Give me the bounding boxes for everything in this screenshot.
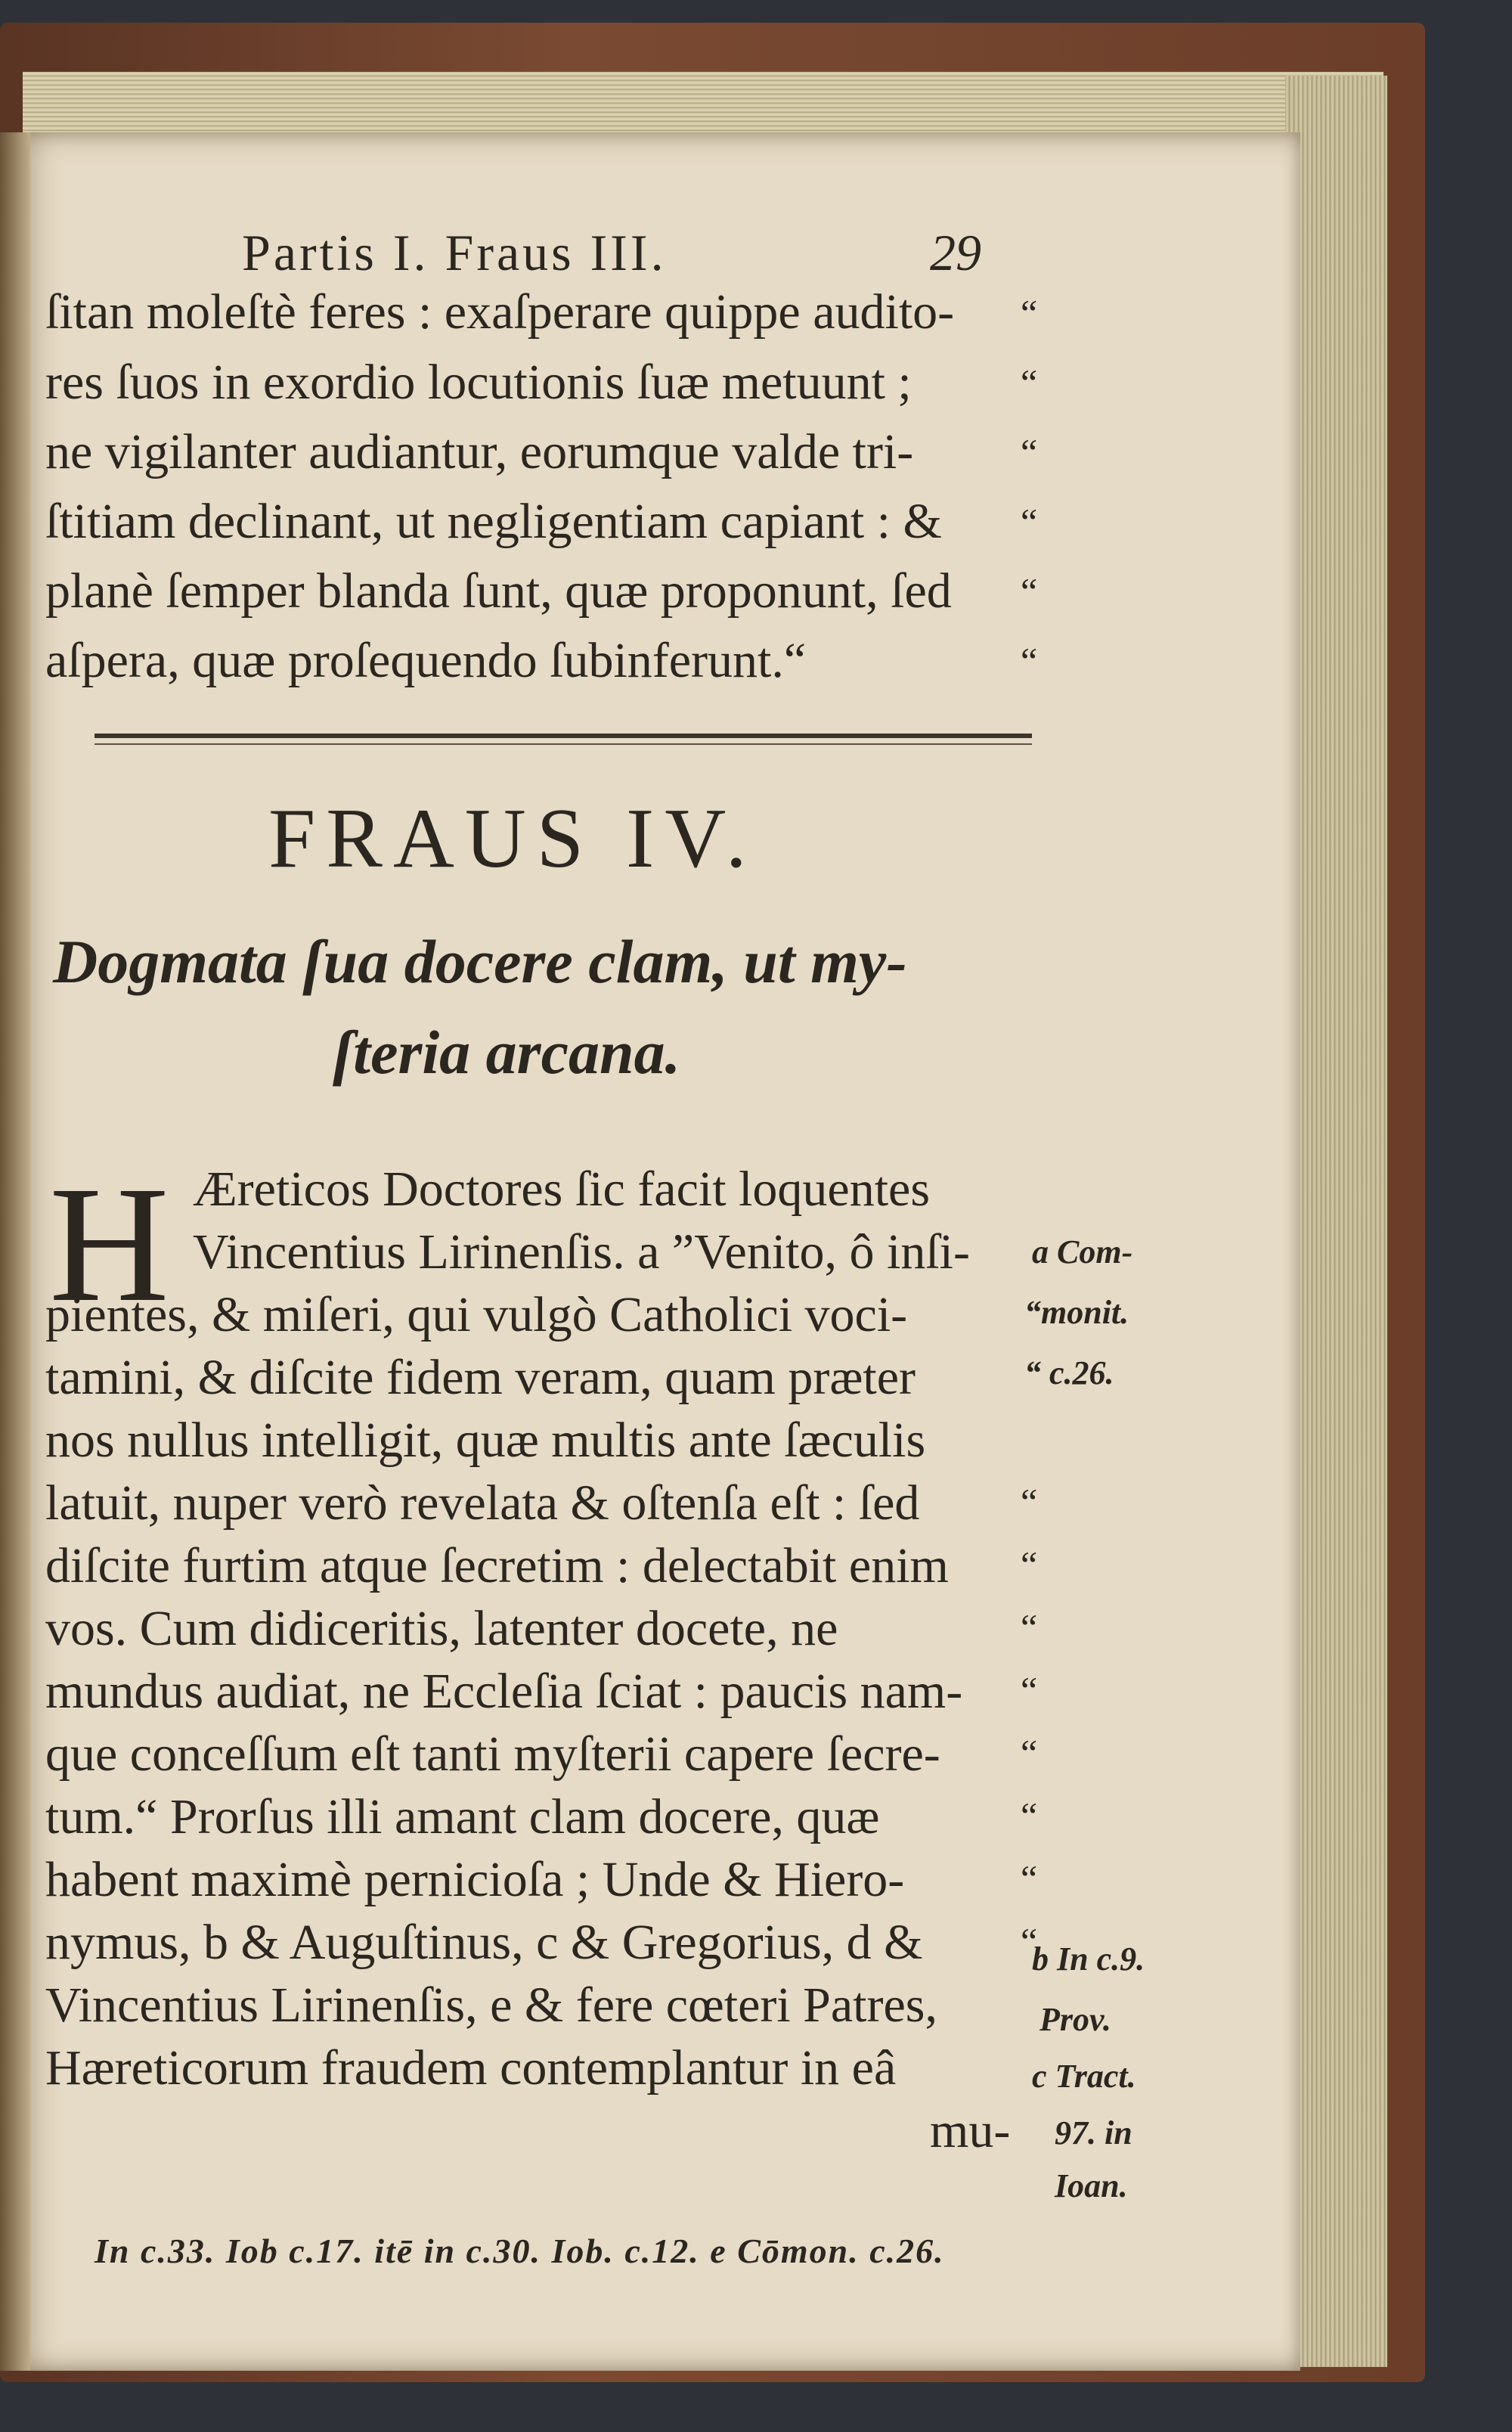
quote-mark: “: [1021, 1543, 1038, 1586]
quote-mark: “: [1021, 431, 1038, 473]
text-line: nymus, b & Auguſtinus, c & Gregorius, d &: [45, 1915, 923, 1970]
text-line: Æreticos Doctores ſic facit loquentes: [193, 1162, 931, 1217]
text-line: Vincentius Lirinenſis. a ”Venito, ô inſi-: [193, 1224, 970, 1280]
quote-mark: “: [1021, 1920, 1038, 1962]
text-line: tum.“ Prorſus illi amant clam docere, quæ: [45, 1789, 880, 1844]
catchword: mu-: [930, 2103, 1011, 2158]
running-header: Partis I. Fraus III.: [242, 224, 667, 281]
text-line: habent maximè pernicioſa ; Unde & Hiero-: [45, 1852, 905, 1907]
spine-fold: [0, 132, 30, 2371]
margin-note: a Com-: [1032, 1233, 1133, 1270]
margin-note: Ioan.: [1055, 2167, 1128, 2204]
page-edges: [1285, 76, 1387, 2367]
section-rule-thin: [94, 743, 1032, 745]
text-line: diſcite furtim atque ſecretim : delectabit enim: [45, 1538, 949, 1593]
text-line: pientes, & miſeri, qui vulgò Catholici voci-: [45, 1287, 908, 1342]
section-rule: [94, 734, 1032, 738]
footnote: In c.33. Iob c.17. itē in c.30. Iob. c.12. e Cōmon. c.26.: [94, 2232, 945, 2270]
quote-mark: “: [1021, 1795, 1038, 1837]
quote-mark: “: [1021, 292, 1038, 334]
margin-note: c Tract.: [1032, 2058, 1136, 2095]
text-line: ſitan moleſtè feres : exaſperare quippe audito-: [45, 284, 955, 340]
quote-mark: “: [1021, 501, 1038, 543]
margin-note: Prov.: [1040, 2001, 1111, 2038]
quote-mark: “: [1021, 1732, 1038, 1774]
margin-note: “monit.: [1024, 1294, 1129, 1331]
text-line: tamini, & diſcite fidem veram, quam præter: [45, 1350, 916, 1405]
text-line: vos. Cum didiceritis, latenter docete, ne: [45, 1601, 838, 1656]
text-line: ſtitiam declinant, ut negligentiam capiant : &: [45, 494, 942, 549]
text-line: Hæreticorum fraudem contemplantur in eâ: [45, 2040, 897, 2095]
section-subtitle: ſteria arcana.: [333, 1018, 681, 1087]
quote-mark: “: [1021, 361, 1038, 404]
section-title: FRAUS IV.: [268, 792, 758, 886]
quote-mark: “: [1021, 1669, 1038, 1711]
quote-mark: “: [1021, 1481, 1038, 1523]
margin-note: “ c.26.: [1024, 1354, 1114, 1391]
quote-mark: “: [1021, 1857, 1038, 1900]
page-number: 29: [930, 224, 981, 281]
text-line: mundus audiat, ne Eccleſia ſciat : paucis nam-: [45, 1664, 963, 1719]
quote-mark: “: [1021, 1606, 1038, 1649]
quote-mark: “: [1021, 570, 1038, 613]
text-line: res ſuos in exordio locutionis ſuæ metuunt ;: [45, 355, 912, 410]
text-line: nos nullus intelligit, quæ multis ante ſæculis: [45, 1413, 926, 1468]
section-subtitle: Dogmata ſua docere clam, ut my-: [53, 927, 907, 996]
book-page: [15, 132, 1300, 2371]
margin-note: b In c.9.: [1032, 1940, 1145, 1978]
text-line: Vincentius Lirinenſis, e & fere cœteri Patres,: [45, 1978, 937, 2033]
text-line: aſpera, quæ proſequendo ſubinferunt.“: [45, 633, 807, 688]
margin-note: 97. in: [1055, 2114, 1132, 2151]
text-line: planè ſemper blanda ſunt, quæ proponunt, ſed: [45, 563, 952, 619]
text-line: que conceſſum eſt tanti myſterii capere ſecre-: [45, 1726, 940, 1782]
drop-cap: H: [49, 1152, 169, 1336]
text-line: latuit, nuper verò revelata & oſtenſa eſt : ſed: [45, 1475, 920, 1531]
text-line: ne vigilanter audiantur, eorumque valde tri-: [45, 424, 914, 479]
quote-mark: “: [1021, 640, 1038, 682]
